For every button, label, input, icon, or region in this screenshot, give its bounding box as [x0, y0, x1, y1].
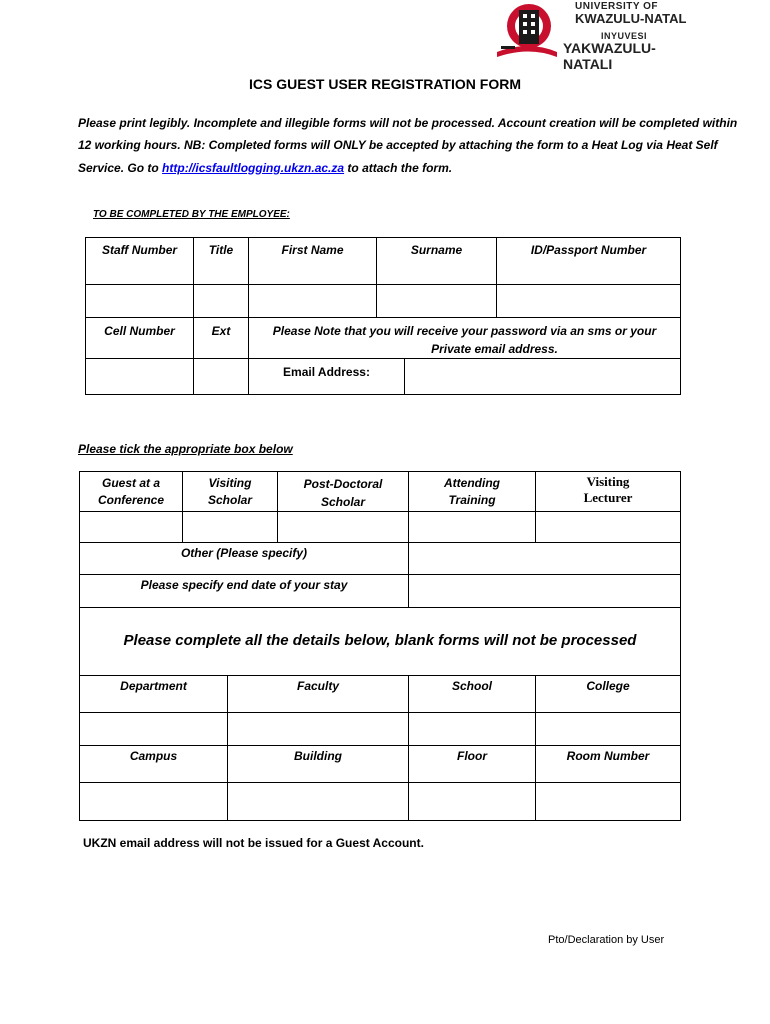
email-address-input[interactable] — [405, 359, 681, 395]
lecturer-line1: Visiting — [586, 474, 630, 489]
floor-label: Floor — [409, 746, 536, 783]
school-label: School — [409, 676, 536, 713]
id-passport-input[interactable] — [497, 285, 681, 318]
visiting-scholar-line1: Visiting — [208, 476, 252, 490]
email-address-label: Email Address: — [249, 359, 405, 395]
faculty-input[interactable] — [228, 713, 409, 746]
surname-label: Surname — [377, 238, 497, 285]
email-notice: UKZN email address will not be issued for a Guest Account. — [83, 836, 424, 850]
cell-number-label: Cell Number — [86, 318, 194, 359]
college-label: College — [536, 676, 681, 713]
college-input[interactable] — [536, 713, 681, 746]
id-passport-label: ID/Passport Number — [497, 238, 681, 285]
footer-text: Pto/Declaration by User — [548, 934, 665, 946]
end-date-input[interactable] — [409, 575, 681, 608]
postdoc-line1: Post-Doctoral — [303, 477, 383, 491]
lecturer-label — [536, 472, 681, 512]
first-name-input[interactable] — [249, 285, 377, 318]
lecturer-line2: Lecturer — [583, 490, 633, 505]
other-label: Other (Please specify) — [80, 543, 409, 575]
tick-heading: Please tick the appropriate box below — [78, 442, 293, 456]
department-label: Department — [80, 676, 228, 713]
training-checkbox[interactable] — [409, 512, 536, 543]
details-banner: Please complete all the details below, blank forms will not be processed — [80, 608, 681, 676]
form-title: ICS GUEST USER REGISTRATION FORM — [249, 76, 521, 92]
logo-line4: YAKWAZULU-NATALI — [563, 40, 656, 72]
university-logo — [495, 0, 705, 72]
visiting-scholar-checkbox[interactable] — [183, 512, 278, 543]
fault-logging-link[interactable]: http://icsfaultlogging.ukzn.ac.za — [162, 161, 345, 175]
employee-heading: TO BE COMPLETED BY THE EMPLOYEE: — [93, 209, 290, 220]
intro-line-3-prefix: Service. Go to — [78, 161, 159, 175]
conference-label — [80, 472, 183, 512]
visiting-scholar-line2: Scholar — [207, 493, 252, 507]
logo-line1: UNIVERSITY OF — [575, 1, 658, 12]
title-label: Title — [194, 238, 249, 285]
training-line1: Attending — [444, 476, 500, 490]
faculty-label: Faculty — [228, 676, 409, 713]
intro-line-1: Please print legibly. Incomplete and illegible forms will not be processed. Account creation will be completed within — [78, 116, 738, 130]
intro-line-3 — [78, 161, 452, 175]
first-name-label: First Name — [249, 238, 377, 285]
password-note-line2: Private email address. — [431, 342, 558, 356]
conference-label-line2: Conference — [97, 493, 165, 507]
details-table — [79, 607, 681, 821]
title-input[interactable] — [194, 285, 249, 318]
building-label: Building — [228, 746, 409, 783]
employee-table — [85, 237, 681, 395]
floor-input[interactable] — [409, 783, 536, 821]
building-input[interactable] — [228, 783, 409, 821]
training-label — [409, 472, 536, 512]
ext-input[interactable] — [194, 359, 249, 395]
guest-type-table — [79, 471, 681, 608]
intro-line-2: 12 working hours. NB: Completed forms will ONLY be accepted by attaching the form to a Heat Log via Heat Self — [78, 138, 718, 152]
conference-checkbox[interactable] — [80, 512, 183, 543]
staff-number-input[interactable] — [86, 285, 194, 318]
postdoc-label — [278, 472, 409, 512]
training-line2: Training — [448, 493, 496, 507]
password-note-line1: Please Note that you will receive your password via an sms or your — [272, 324, 657, 338]
postdoc-line2: Scholar — [320, 495, 365, 509]
room-number-label: Room Number — [536, 746, 681, 783]
logo-line2: KWAZULU-NATAL — [575, 11, 687, 26]
end-date-label: Please specify end date of your stay — [80, 575, 409, 608]
ukzn-crest-icon — [495, 0, 557, 60]
ext-label: Ext — [194, 318, 249, 359]
department-input[interactable] — [80, 713, 228, 746]
room-number-input[interactable] — [536, 783, 681, 821]
logo-line3: INYUVESI — [601, 31, 648, 41]
password-note — [249, 318, 681, 359]
lecturer-checkbox[interactable] — [536, 512, 681, 543]
surname-input[interactable] — [377, 285, 497, 318]
campus-input[interactable] — [80, 783, 228, 821]
school-input[interactable] — [409, 713, 536, 746]
intro-line-3-suffix: to attach the form. — [347, 161, 453, 175]
postdoc-checkbox[interactable] — [278, 512, 409, 543]
visiting-scholar-label — [183, 472, 278, 512]
conference-label-line1: Guest at a — [101, 476, 161, 490]
staff-number-label: Staff Number — [86, 238, 194, 285]
other-input[interactable] — [409, 543, 681, 575]
cell-number-input[interactable] — [86, 359, 194, 395]
campus-label: Campus — [80, 746, 228, 783]
